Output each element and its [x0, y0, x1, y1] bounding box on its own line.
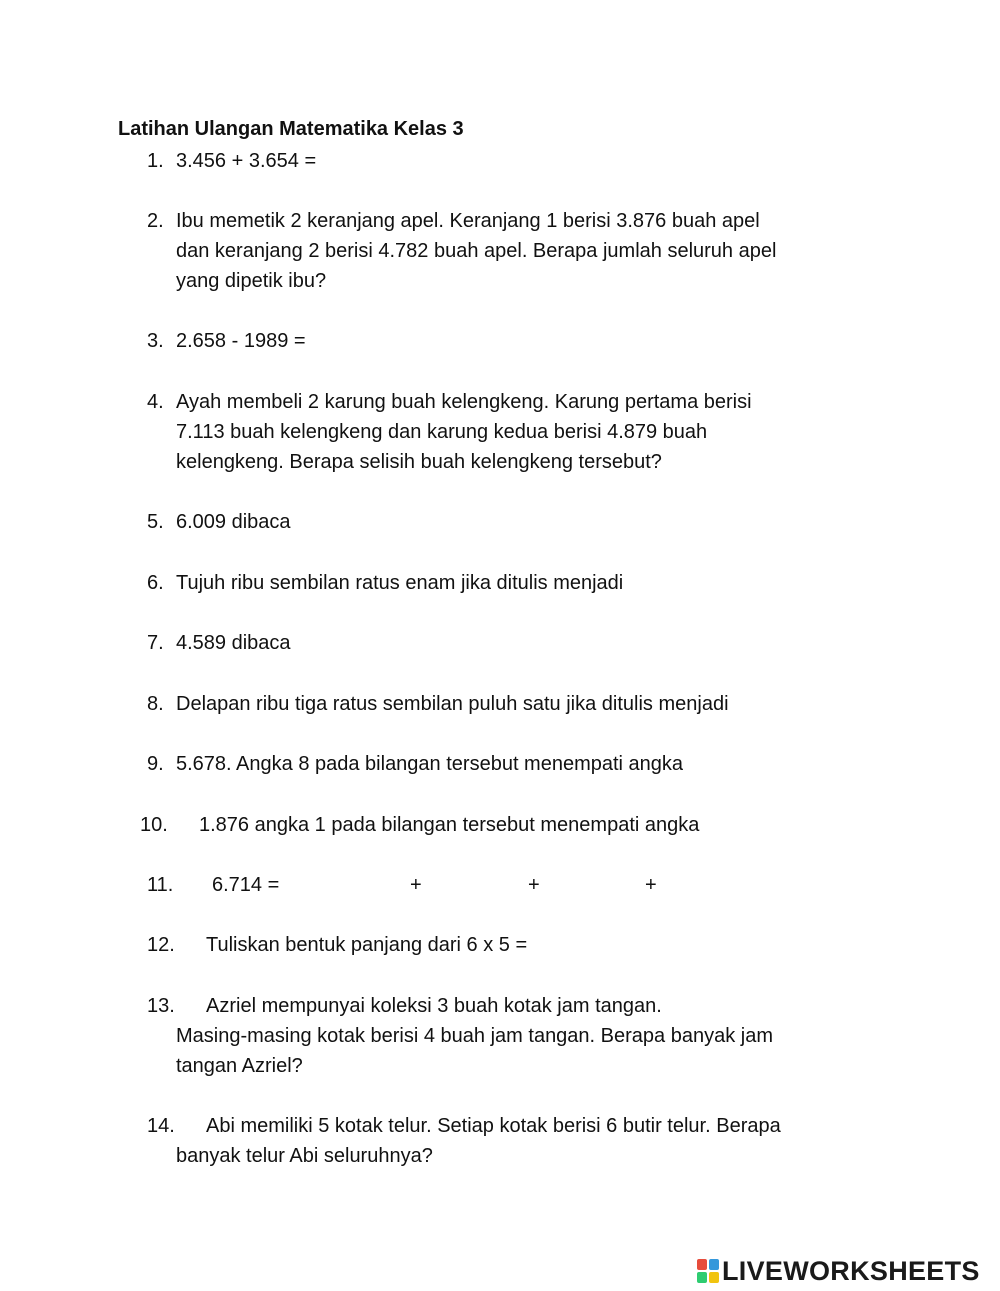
question-number: 5. [147, 511, 164, 533]
question-text: 5.678. Angka 8 pada bilangan tersebut menempati angka [176, 753, 684, 775]
question-3 [0, 326, 1000, 356]
question-text: Delapan ribu tiga ratus sembilan puluh satu jika ditulis menjadi [176, 693, 729, 715]
question-number: 10. [140, 814, 168, 836]
question-text: Masing-masing kotak berisi 4 buah jam tangan. Berapa banyak jam [176, 1025, 773, 1047]
question-text: Tuliskan bentuk panjang dari 6 x 5 = [206, 934, 528, 956]
question-number: 7. [147, 632, 164, 654]
question-text: 7.113 buah kelengkeng dan karung kedua berisi 4.879 buah [176, 421, 708, 443]
logo-text: LIVEWORKSHEETS [722, 1255, 980, 1286]
question-14 [0, 1111, 1000, 1171]
question-text: tangan Azriel? [176, 1055, 303, 1077]
question-text: 4.589 dibaca [176, 632, 291, 654]
question-2 [0, 206, 1000, 296]
question-4 [0, 387, 1000, 477]
question-number: 11. [147, 874, 174, 896]
question-10 [0, 810, 1000, 840]
question-text: 6.714 = [212, 874, 280, 896]
question-9 [0, 749, 1000, 779]
question-text: 3.456 + 3.654 = [176, 150, 317, 172]
question-text: 2.658 - 1989 = [176, 330, 306, 352]
plus-sign: + [528, 874, 540, 896]
question-number: 13. [147, 995, 175, 1017]
question-number: 3. [147, 330, 164, 352]
question-number: 2. [147, 210, 164, 232]
question-number: 8. [147, 693, 164, 715]
question-text: 6.009 dibaca [176, 511, 291, 533]
logo-block [709, 1272, 719, 1283]
worksheet-title: Latihan Ulangan Matematika Kelas 3 [118, 118, 464, 140]
logo-blocks-icon [697, 1259, 719, 1283]
question-text: Ayah membeli 2 karung buah kelengkeng. Karung pertama berisi [176, 391, 752, 413]
question-6 [0, 568, 1000, 598]
liveworksheets-logo [697, 1256, 980, 1286]
logo-block [697, 1272, 707, 1283]
question-text: dan keranjang 2 berisi 4.782 buah apel. Berapa jumlah seluruh apel [176, 240, 777, 262]
question-7 [0, 628, 1000, 658]
question-text: Tujuh ribu sembilan ratus enam jika ditulis menjadi [176, 572, 624, 594]
question-5 [0, 507, 1000, 537]
question-text: 1.876 angka 1 pada bilangan tersebut menempati angka [199, 814, 700, 836]
question-number: 1. [147, 150, 164, 172]
question-13 [0, 991, 1000, 1081]
question-1 [0, 146, 1000, 176]
question-number: 12. [147, 934, 175, 956]
question-number: 6. [147, 572, 164, 594]
question-11 [0, 870, 1000, 900]
logo-block [709, 1259, 719, 1270]
question-text: kelengkeng. Berapa selisih buah kelengkeng tersebut? [176, 451, 662, 473]
question-8 [0, 689, 1000, 719]
question-text: Azriel mempunyai koleksi 3 buah kotak jam tangan. [206, 995, 662, 1017]
question-text: yang dipetik ibu? [176, 270, 327, 292]
question-number: 14. [147, 1115, 175, 1137]
question-text: Ibu memetik 2 keranjang apel. Keranjang 1 berisi 3.876 buah apel [176, 210, 760, 232]
question-number: 9. [147, 753, 164, 775]
plus-sign: + [410, 874, 422, 896]
question-number: 4. [147, 391, 164, 413]
logo-block [697, 1259, 707, 1270]
plus-sign: + [645, 874, 657, 896]
question-text: Abi memiliki 5 kotak telur. Setiap kotak berisi 6 butir telur. Berapa [206, 1115, 781, 1137]
question-12 [0, 930, 1000, 960]
question-text: banyak telur Abi seluruhnya? [176, 1145, 433, 1167]
